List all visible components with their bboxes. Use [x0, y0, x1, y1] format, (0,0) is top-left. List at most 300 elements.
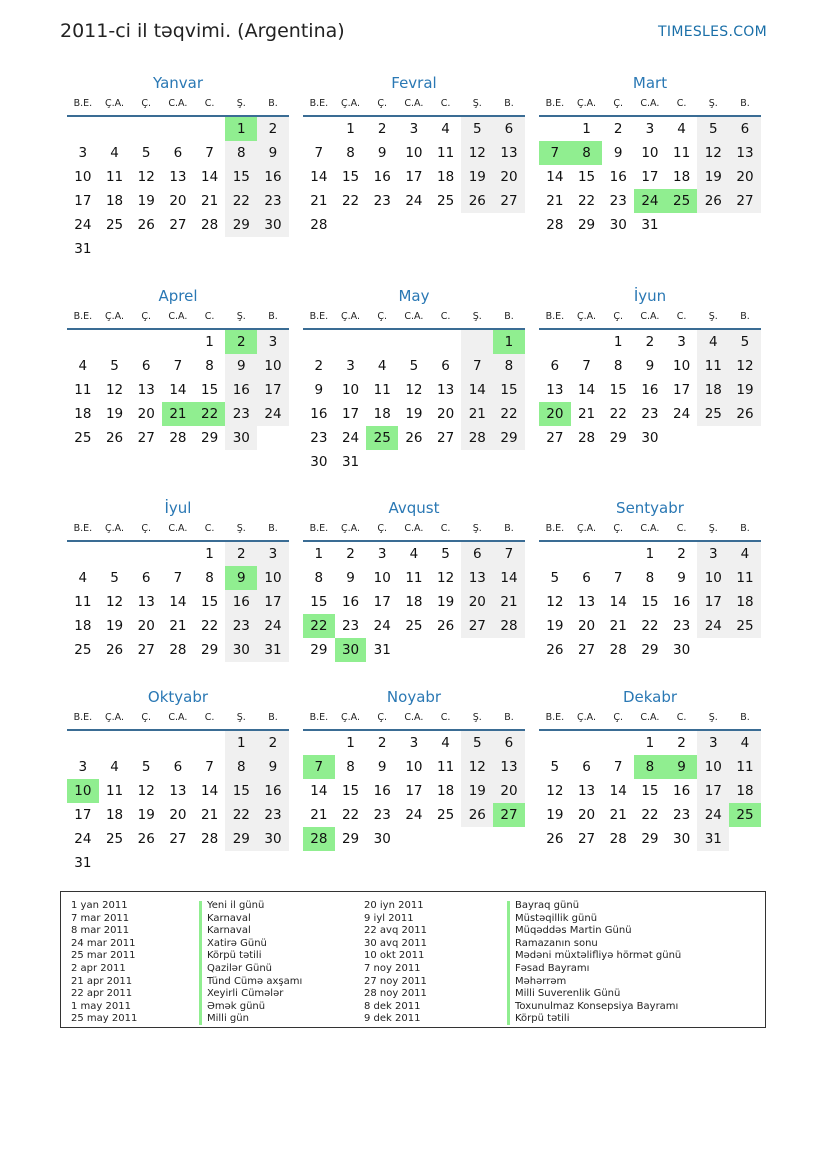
day-cell[interactable]: 7	[613, 759, 623, 775]
day-cell[interactable]: 20	[493, 165, 525, 189]
day-cell[interactable]: 15	[341, 169, 360, 185]
day-cell[interactable]: 1	[205, 334, 214, 350]
holiday-day-cell[interactable]: 7	[539, 141, 571, 165]
day-cell[interactable]: 12	[437, 570, 455, 586]
day-cell[interactable]: 3	[697, 731, 729, 755]
day-cell[interactable]: 1	[645, 546, 655, 562]
day-cell[interactable]: 25	[105, 217, 124, 233]
day-cell[interactable]: 12	[546, 783, 564, 799]
day-cell[interactable]: 20	[169, 193, 187, 209]
day-cell[interactable]: 28	[546, 217, 564, 233]
day-cell[interactable]: 4	[377, 358, 387, 374]
day-cell[interactable]: 15	[341, 783, 360, 799]
day-cell[interactable]: 6	[493, 731, 525, 755]
day-cell[interactable]: 19	[546, 618, 564, 634]
day-cell[interactable]: 14	[310, 169, 328, 185]
holiday-day-cell[interactable]: 25	[729, 803, 761, 827]
day-cell[interactable]: 27	[577, 642, 596, 658]
holiday-day-cell[interactable]: 28	[303, 827, 335, 851]
day-cell[interactable]: 18	[729, 590, 761, 614]
day-cell[interactable]: 30	[257, 827, 289, 851]
day-cell[interactable]: 22	[577, 193, 596, 209]
day-cell[interactable]: 24	[257, 614, 289, 638]
day-cell[interactable]: 29	[609, 430, 627, 446]
day-cell[interactable]: 17	[257, 590, 289, 614]
holiday-day-cell[interactable]: 10	[67, 779, 99, 803]
day-cell[interactable]: 1	[314, 546, 324, 562]
day-cell[interactable]: 7	[493, 542, 525, 566]
day-cell[interactable]: 29	[577, 217, 596, 233]
day-cell[interactable]: 6	[550, 358, 560, 374]
day-cell[interactable]: 15	[201, 382, 219, 398]
day-cell[interactable]: 18	[437, 169, 455, 185]
day-cell[interactable]: 16	[673, 594, 691, 610]
day-cell[interactable]: 21	[201, 807, 219, 823]
day-cell[interactable]: 4	[677, 121, 686, 137]
day-cell[interactable]: 31	[341, 454, 360, 470]
day-cell[interactable]: 17	[405, 783, 423, 799]
day-cell[interactable]: 30	[673, 642, 691, 658]
day-cell[interactable]: 26	[405, 430, 423, 446]
day-cell[interactable]: 23	[641, 406, 659, 422]
day-cell[interactable]: 19	[137, 807, 155, 823]
day-cell[interactable]: 11	[729, 566, 761, 590]
day-cell[interactable]: 15	[201, 594, 219, 610]
day-cell[interactable]: 28	[493, 614, 525, 638]
day-cell[interactable]: 30	[609, 217, 627, 233]
day-cell[interactable]: 6	[729, 117, 761, 141]
day-cell[interactable]: 3	[257, 330, 289, 354]
day-cell[interactable]: 30	[225, 638, 257, 662]
day-cell[interactable]: 12	[105, 382, 124, 398]
day-cell[interactable]: 6	[582, 570, 591, 586]
day-cell[interactable]: 27	[437, 430, 455, 446]
day-cell[interactable]: 24	[405, 807, 423, 823]
day-cell[interactable]: 6	[173, 145, 183, 161]
day-cell[interactable]: 20	[137, 618, 155, 634]
day-cell[interactable]: 24	[74, 831, 92, 847]
day-cell[interactable]: 27	[169, 831, 187, 847]
day-cell[interactable]: 28	[609, 831, 627, 847]
day-cell[interactable]: 16	[225, 378, 257, 402]
day-cell[interactable]: 5	[697, 117, 729, 141]
day-cell[interactable]: 2	[257, 731, 289, 755]
day-cell[interactable]: 27	[461, 614, 493, 638]
day-cell[interactable]: 28	[310, 217, 328, 233]
day-cell[interactable]: 13	[493, 141, 525, 165]
day-cell[interactable]: 4	[441, 121, 450, 137]
day-cell[interactable]: 31	[257, 638, 289, 662]
day-cell[interactable]: 17	[74, 807, 92, 823]
day-cell[interactable]: 26	[697, 189, 729, 213]
day-cell[interactable]: 26	[137, 831, 155, 847]
day-cell[interactable]: 6	[173, 759, 183, 775]
day-cell[interactable]: 23	[609, 193, 627, 209]
day-cell[interactable]: 20	[729, 165, 761, 189]
day-cell[interactable]: 4	[110, 145, 119, 161]
day-cell[interactable]: 15	[609, 382, 627, 398]
day-cell[interactable]: 21	[493, 590, 525, 614]
day-cell[interactable]: 12	[405, 382, 423, 398]
day-cell[interactable]: 13	[137, 594, 155, 610]
day-cell[interactable]: 13	[461, 566, 493, 590]
day-cell[interactable]: 16	[310, 406, 328, 422]
day-cell[interactable]: 22	[341, 807, 360, 823]
day-cell[interactable]: 31	[373, 642, 391, 658]
day-cell[interactable]: 2	[377, 121, 387, 137]
day-cell[interactable]: 4	[110, 759, 119, 775]
day-cell[interactable]: 12	[461, 755, 493, 779]
day-cell[interactable]: 14	[493, 566, 525, 590]
day-cell[interactable]: 24	[673, 406, 691, 422]
holiday-day-cell[interactable]: 2	[225, 330, 257, 354]
day-cell[interactable]: 2	[377, 735, 387, 751]
day-cell[interactable]: 16	[341, 594, 360, 610]
day-cell[interactable]: 9	[257, 755, 289, 779]
day-cell[interactable]: 22	[201, 618, 219, 634]
day-cell[interactable]: 3	[409, 735, 419, 751]
day-cell[interactable]: 19	[461, 165, 493, 189]
day-cell[interactable]: 1	[225, 731, 257, 755]
day-cell[interactable]: 25	[74, 642, 92, 658]
day-cell[interactable]: 1	[582, 121, 591, 137]
day-cell[interactable]: 2	[677, 546, 686, 562]
day-cell[interactable]: 5	[550, 759, 560, 775]
day-cell[interactable]: 27	[137, 642, 155, 658]
day-cell[interactable]: 9	[645, 358, 655, 374]
holiday-day-cell[interactable]: 22	[303, 614, 335, 638]
day-cell[interactable]: 10	[641, 145, 659, 161]
day-cell[interactable]: 2	[314, 358, 324, 374]
day-cell[interactable]: 17	[641, 169, 659, 185]
day-cell[interactable]: 12	[137, 783, 155, 799]
day-cell[interactable]: 2	[225, 542, 257, 566]
day-cell[interactable]: 26	[546, 642, 564, 658]
holiday-day-cell[interactable]: 30	[335, 638, 367, 662]
day-cell[interactable]: 16	[673, 783, 691, 799]
day-cell[interactable]: 8	[225, 141, 257, 165]
day-cell[interactable]: 13	[577, 783, 596, 799]
day-cell[interactable]: 2	[613, 121, 623, 137]
day-cell[interactable]: 22	[641, 618, 659, 634]
day-cell[interactable]: 7	[205, 145, 214, 161]
day-cell[interactable]: 7	[582, 358, 591, 374]
day-cell[interactable]: 6	[141, 358, 151, 374]
day-cell[interactable]: 11	[74, 382, 92, 398]
day-cell[interactable]: 1	[645, 735, 655, 751]
day-cell[interactable]: 11	[74, 594, 92, 610]
day-cell[interactable]: 29	[201, 642, 219, 658]
day-cell[interactable]: 9	[225, 354, 257, 378]
day-cell[interactable]: 16	[641, 382, 659, 398]
day-cell[interactable]: 16	[373, 783, 391, 799]
day-cell[interactable]: 25	[405, 618, 423, 634]
day-cell[interactable]: 3	[645, 121, 655, 137]
day-cell[interactable]: 15	[310, 594, 328, 610]
day-cell[interactable]: 22	[341, 193, 360, 209]
day-cell[interactable]: 17	[373, 594, 391, 610]
day-cell[interactable]: 23	[310, 430, 328, 446]
day-cell[interactable]: 14	[201, 783, 219, 799]
day-cell[interactable]: 10	[405, 759, 423, 775]
day-cell[interactable]: 26	[546, 831, 564, 847]
day-cell[interactable]: 5	[110, 358, 119, 374]
day-cell[interactable]: 14	[201, 169, 219, 185]
day-cell[interactable]: 9	[346, 570, 355, 586]
day-cell[interactable]: 6	[582, 759, 591, 775]
holiday-day-cell[interactable]: 8	[571, 141, 603, 165]
day-cell[interactable]: 18	[373, 406, 391, 422]
day-cell[interactable]: 22	[225, 803, 257, 827]
day-cell[interactable]: 8	[314, 570, 324, 586]
day-cell[interactable]: 19	[461, 779, 493, 803]
day-cell[interactable]: 11	[405, 570, 423, 586]
day-cell[interactable]: 5	[141, 759, 151, 775]
day-cell[interactable]: 31	[641, 217, 659, 233]
holiday-day-cell[interactable]: 8	[634, 755, 666, 779]
day-cell[interactable]: 12	[729, 354, 761, 378]
holiday-day-cell[interactable]: 21	[162, 402, 194, 426]
day-cell[interactable]: 9	[377, 145, 387, 161]
day-cell[interactable]: 12	[105, 594, 124, 610]
day-cell[interactable]: 19	[729, 378, 761, 402]
day-cell[interactable]: 12	[697, 141, 729, 165]
day-cell[interactable]: 7	[205, 759, 214, 775]
day-cell[interactable]: 5	[461, 117, 493, 141]
day-cell[interactable]: 4	[78, 570, 88, 586]
day-cell[interactable]: 4	[78, 358, 88, 374]
holiday-day-cell[interactable]: 9	[225, 566, 257, 590]
day-cell[interactable]: 5	[441, 546, 450, 562]
day-cell[interactable]: 8	[346, 145, 355, 161]
day-cell[interactable]: 25	[437, 807, 455, 823]
day-cell[interactable]: 4	[729, 731, 761, 755]
day-cell[interactable]: 25	[74, 430, 92, 446]
day-cell[interactable]: 29	[201, 430, 219, 446]
day-cell[interactable]: 5	[110, 570, 119, 586]
day-cell[interactable]: 23	[373, 193, 391, 209]
day-cell[interactable]: 8	[346, 759, 355, 775]
day-cell[interactable]: 30	[310, 454, 328, 470]
day-cell[interactable]: 18	[74, 618, 92, 634]
day-cell[interactable]: 11	[729, 755, 761, 779]
day-cell[interactable]: 28	[169, 642, 187, 658]
day-cell[interactable]: 17	[74, 193, 92, 209]
day-cell[interactable]: 8	[613, 358, 623, 374]
day-cell[interactable]: 18	[673, 169, 691, 185]
day-cell[interactable]: 28	[461, 426, 493, 450]
day-cell[interactable]: 20	[493, 779, 525, 803]
day-cell[interactable]: 23	[673, 807, 691, 823]
day-cell[interactable]: 12	[461, 141, 493, 165]
day-cell[interactable]: 25	[729, 614, 761, 638]
day-cell[interactable]: 20	[577, 618, 596, 634]
day-cell[interactable]: 3	[346, 358, 355, 374]
day-cell[interactable]: 17	[405, 169, 423, 185]
day-cell[interactable]: 4	[697, 330, 729, 354]
day-cell[interactable]: 20	[437, 406, 455, 422]
day-cell[interactable]: 27	[577, 831, 596, 847]
day-cell[interactable]: 23	[225, 614, 257, 638]
holiday-day-cell[interactable]: 7	[303, 755, 335, 779]
day-cell[interactable]: 31	[74, 855, 92, 871]
day-cell[interactable]: 23	[225, 402, 257, 426]
day-cell[interactable]: 20	[461, 590, 493, 614]
holiday-day-cell[interactable]: 1	[493, 330, 525, 354]
day-cell[interactable]: 22	[493, 402, 525, 426]
day-cell[interactable]: 14	[169, 382, 187, 398]
day-cell[interactable]: 9	[314, 382, 324, 398]
day-cell[interactable]: 29	[641, 642, 659, 658]
day-cell[interactable]: 17	[697, 590, 729, 614]
day-cell[interactable]: 10	[257, 566, 289, 590]
day-cell[interactable]: 1	[346, 735, 355, 751]
day-cell[interactable]: 13	[437, 382, 455, 398]
day-cell[interactable]: 18	[105, 807, 124, 823]
day-cell[interactable]: 21	[609, 807, 627, 823]
day-cell[interactable]: 9	[613, 145, 623, 161]
day-cell[interactable]: 3	[409, 121, 419, 137]
day-cell[interactable]: 27	[169, 217, 187, 233]
holiday-day-cell[interactable]: 9	[666, 755, 698, 779]
day-cell[interactable]: 29	[310, 642, 328, 658]
day-cell[interactable]: 4	[441, 735, 450, 751]
day-cell[interactable]: 23	[341, 618, 360, 634]
day-cell[interactable]: 26	[729, 402, 761, 426]
day-cell[interactable]: 15	[225, 165, 257, 189]
day-cell[interactable]: 6	[493, 117, 525, 141]
day-cell[interactable]: 19	[137, 193, 155, 209]
day-cell[interactable]: 20	[577, 807, 596, 823]
day-cell[interactable]: 21	[201, 193, 219, 209]
day-cell[interactable]: 1	[346, 121, 355, 137]
day-cell[interactable]: 17	[341, 406, 360, 422]
day-cell[interactable]: 14	[577, 382, 596, 398]
day-cell[interactable]: 12	[546, 594, 564, 610]
day-cell[interactable]: 11	[697, 354, 729, 378]
holiday-day-cell[interactable]: 24	[634, 189, 666, 213]
day-cell[interactable]: 15	[493, 378, 525, 402]
day-cell[interactable]: 29	[341, 831, 360, 847]
day-cell[interactable]: 30	[673, 831, 691, 847]
day-cell[interactable]: 5	[550, 570, 560, 586]
day-cell[interactable]: 3	[377, 546, 387, 562]
holiday-day-cell[interactable]: 22	[194, 402, 226, 426]
day-cell[interactable]: 18	[105, 193, 124, 209]
day-cell[interactable]: 26	[437, 618, 455, 634]
day-cell[interactable]: 10	[697, 566, 729, 590]
day-cell[interactable]: 3	[78, 759, 88, 775]
day-cell[interactable]: 22	[225, 189, 257, 213]
day-cell[interactable]: 3	[257, 542, 289, 566]
day-cell[interactable]: 5	[141, 145, 151, 161]
day-cell[interactable]: 25	[697, 402, 729, 426]
day-cell[interactable]: 6	[441, 358, 450, 374]
day-cell[interactable]: 24	[341, 430, 360, 446]
day-cell[interactable]: 5	[409, 358, 419, 374]
day-cell[interactable]: 19	[405, 406, 423, 422]
day-cell[interactable]: 16	[609, 169, 627, 185]
day-cell[interactable]: 20	[169, 807, 187, 823]
day-cell[interactable]: 8	[493, 354, 525, 378]
day-cell[interactable]: 13	[169, 783, 187, 799]
day-cell[interactable]: 26	[461, 803, 493, 827]
day-cell[interactable]: 11	[437, 145, 455, 161]
day-cell[interactable]: 28	[201, 217, 219, 233]
day-cell[interactable]: 24	[405, 193, 423, 209]
day-cell[interactable]: 3	[78, 145, 88, 161]
day-cell[interactable]: 15	[225, 779, 257, 803]
day-cell[interactable]: 4	[729, 542, 761, 566]
day-cell[interactable]: 5	[729, 330, 761, 354]
day-cell[interactable]: 19	[546, 807, 564, 823]
day-cell[interactable]: 7	[613, 570, 623, 586]
day-cell[interactable]: 19	[105, 618, 124, 634]
day-cell[interactable]: 13	[137, 382, 155, 398]
day-cell[interactable]: 6	[461, 542, 493, 566]
day-cell[interactable]: 28	[169, 430, 187, 446]
day-cell[interactable]: 7	[173, 570, 183, 586]
day-cell[interactable]: 31	[697, 827, 729, 851]
day-cell[interactable]: 23	[257, 189, 289, 213]
day-cell[interactable]: 11	[437, 759, 455, 775]
day-cell[interactable]: 29	[225, 827, 257, 851]
day-cell[interactable]: 8	[645, 570, 655, 586]
day-cell[interactable]: 10	[405, 145, 423, 161]
day-cell[interactable]: 13	[493, 755, 525, 779]
day-cell[interactable]: 22	[609, 406, 627, 422]
day-cell[interactable]: 27	[546, 430, 564, 446]
day-cell[interactable]: 1	[205, 546, 214, 562]
day-cell[interactable]: 15	[641, 783, 659, 799]
day-cell[interactable]: 13	[169, 169, 187, 185]
day-cell[interactable]: 24	[373, 618, 391, 634]
day-cell[interactable]: 13	[546, 382, 564, 398]
day-cell[interactable]: 2	[346, 546, 355, 562]
day-cell[interactable]: 10	[697, 755, 729, 779]
day-cell[interactable]: 25	[105, 831, 124, 847]
day-cell[interactable]: 11	[105, 783, 124, 799]
day-cell[interactable]: 7	[461, 354, 493, 378]
day-cell[interactable]: 16	[257, 779, 289, 803]
day-cell[interactable]: 14	[169, 594, 187, 610]
day-cell[interactable]: 17	[673, 382, 691, 398]
day-cell[interactable]: 5	[461, 731, 493, 755]
holiday-day-cell[interactable]: 25	[666, 189, 698, 213]
day-cell[interactable]: 9	[377, 759, 387, 775]
day-cell[interactable]: 7	[314, 145, 324, 161]
day-cell[interactable]: 23	[373, 807, 391, 823]
day-cell[interactable]: 8	[205, 358, 214, 374]
day-cell[interactable]: 21	[310, 807, 328, 823]
day-cell[interactable]: 17	[257, 378, 289, 402]
day-cell[interactable]: 26	[105, 642, 124, 658]
day-cell[interactable]: 10	[673, 358, 691, 374]
day-cell[interactable]: 21	[577, 406, 596, 422]
day-cell[interactable]: 8	[205, 570, 214, 586]
day-cell[interactable]: 21	[546, 193, 564, 209]
day-cell[interactable]: 19	[105, 406, 124, 422]
day-cell[interactable]: 7	[173, 358, 183, 374]
day-cell[interactable]: 21	[609, 618, 627, 634]
day-cell[interactable]: 10	[257, 354, 289, 378]
holiday-day-cell[interactable]: 27	[493, 803, 525, 827]
day-cell[interactable]: 2	[645, 334, 655, 350]
holiday-day-cell[interactable]: 20	[539, 402, 571, 426]
day-cell[interactable]: 11	[673, 145, 691, 161]
day-cell[interactable]: 9	[257, 141, 289, 165]
day-cell[interactable]: 16	[257, 165, 289, 189]
